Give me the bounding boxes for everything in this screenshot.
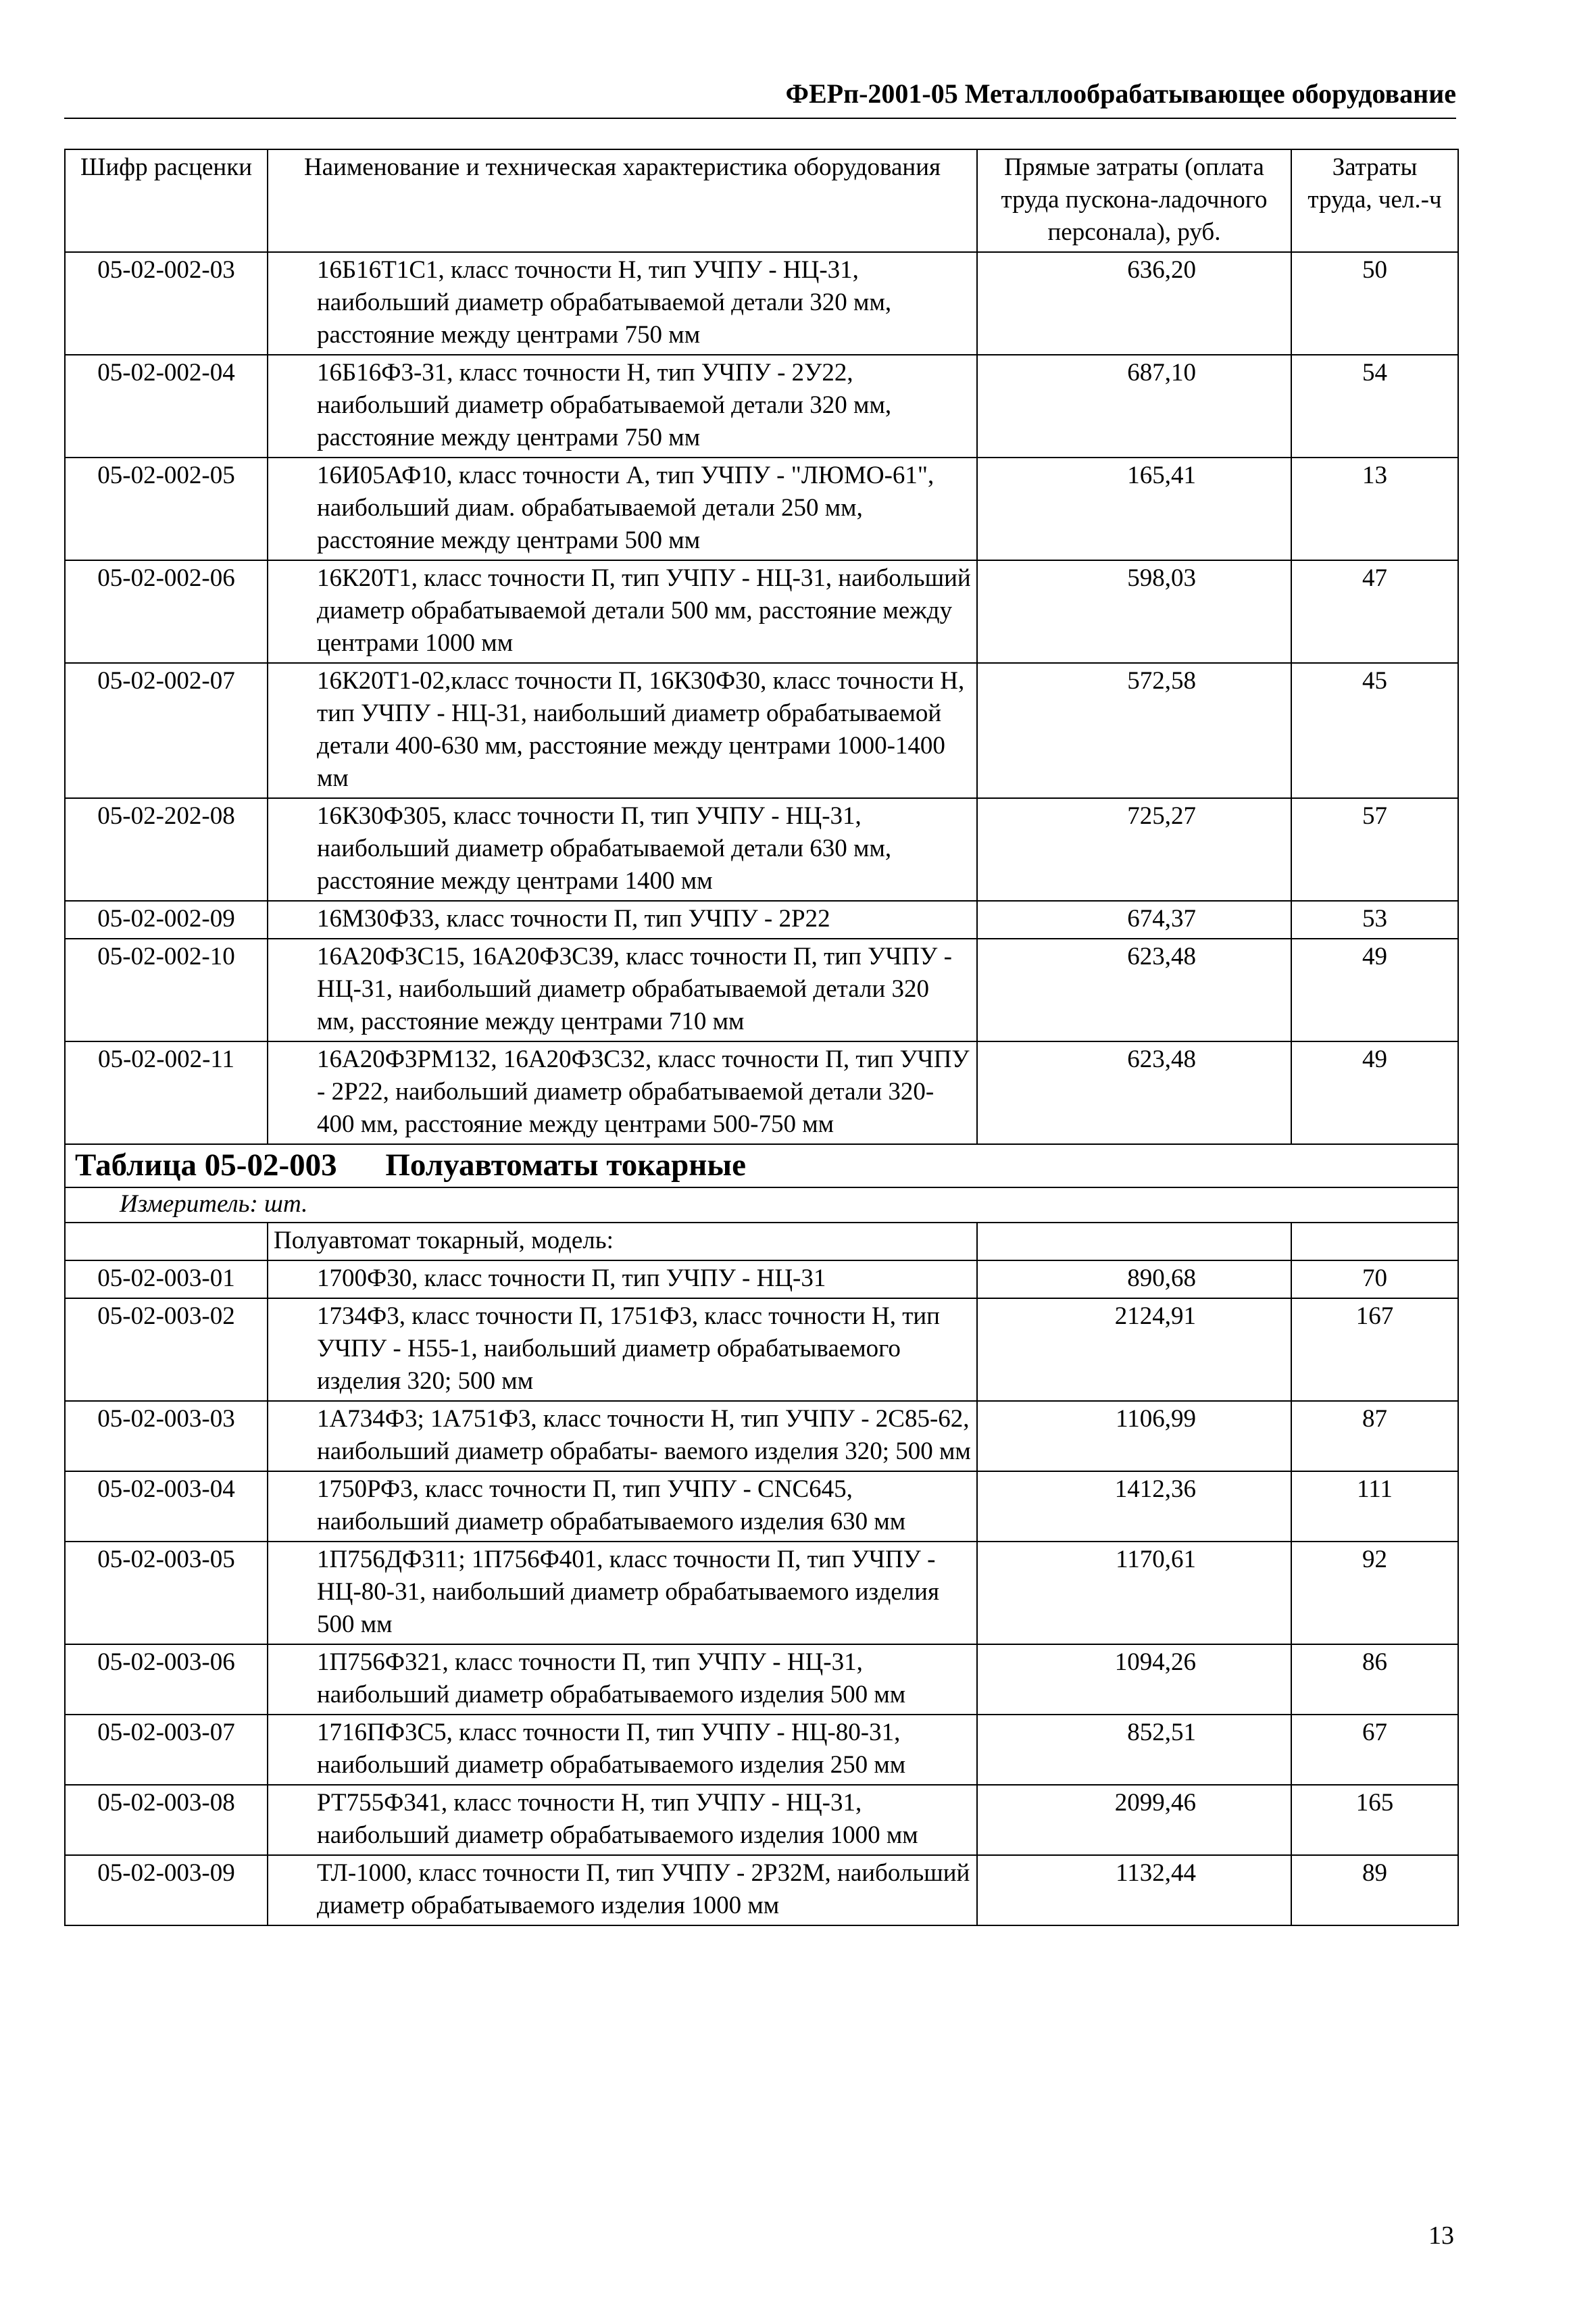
col-header-direct-costs: Прямые затраты (оплата труда пускона-ладочного персонала), руб. — [977, 149, 1291, 252]
table-row — [65, 798, 1458, 901]
table-row — [65, 355, 1458, 458]
labor-cost: 165 — [1291, 1785, 1458, 1855]
equipment-description: 16А20Ф3РМ132, 16А20Ф3С32, класс точности П, тип УЧПУ - 2Р22, наибольший диаметр обрабатываемой детали 320-400 мм, расстояние между центрами 500-750 мм — [268, 1041, 977, 1144]
section-title-row — [65, 1144, 1458, 1187]
equipment-description: 16К20Т1-02,класс точности П, 16К30Ф30, класс точности Н, тип УЧПУ - НЦ-31, наибольший диаметр обрабатываемой детали 400-630 мм, расстояние между центрами 1000-1400 мм — [268, 663, 977, 798]
direct-cost: 623,48 — [977, 939, 1291, 1041]
table-row — [65, 1041, 1458, 1144]
table-row — [65, 901, 1458, 939]
rate-code: 05-02-003-03 — [65, 1401, 268, 1471]
direct-cost: 1132,44 — [977, 1855, 1291, 1925]
table-header-row — [65, 149, 1458, 252]
direct-cost: 674,37 — [977, 901, 1291, 939]
page-header — [64, 74, 1456, 119]
table-row — [65, 663, 1458, 798]
col-header-labor: Затраты труда, чел.-ч — [1291, 149, 1458, 252]
direct-cost: 890,68 — [977, 1260, 1291, 1298]
equipment-description: 1А734Ф3; 1А751Ф3, класс точности Н, тип УЧПУ - 2С85-62, наибольший диаметр обрабаты- ваемого изделия 320; 500 мм — [268, 1401, 977, 1471]
equipment-description: 1750РФ3, класс точности П, тип УЧПУ - CNC645, наибольший диаметр обрабатываемого изделия 630 мм — [268, 1471, 977, 1542]
labor-cost: 70 — [1291, 1260, 1458, 1298]
labor-cost: 13 — [1291, 458, 1458, 560]
table-row — [65, 458, 1458, 560]
labor-cost: 67 — [1291, 1715, 1458, 1785]
rate-code: 05-02-002-11 — [65, 1041, 268, 1144]
rate-code: 05-02-003-02 — [65, 1298, 268, 1401]
rate-code: 05-02-003-06 — [65, 1644, 268, 1715]
page-number: 13 — [1428, 2221, 1454, 2250]
labor-cost: 167 — [1291, 1298, 1458, 1401]
table-row — [65, 1542, 1458, 1644]
equipment-description: 16К30Ф305, класс точности П, тип УЧПУ - НЦ-31, наибольший диаметр обрабатываемой детали 630 мм, расстояние между центрами 1400 мм — [268, 798, 977, 901]
labor-cost: 49 — [1291, 939, 1458, 1041]
measure-unit: Измеритель: шт. — [65, 1187, 1458, 1223]
direct-cost: 598,03 — [977, 560, 1291, 663]
direct-cost: 725,27 — [977, 798, 1291, 901]
direct-cost: 687,10 — [977, 355, 1291, 458]
direct-cost: 2124,91 — [977, 1298, 1291, 1401]
rate-code: 05-02-003-01 — [65, 1260, 268, 1298]
labor-cost: 47 — [1291, 560, 1458, 663]
intro-text: Полуавтомат токарный, модель: — [268, 1223, 977, 1260]
measure-row — [65, 1187, 1458, 1223]
direct-cost: 165,41 — [977, 458, 1291, 560]
labor-cost: 57 — [1291, 798, 1458, 901]
equipment-description: 16А20Ф3С15, 16А20Ф3С39, класс точности П, тип УЧПУ - НЦ-31, наибольший диаметр обрабатываемой детали 320 мм, расстояние между центрами 710 мм — [268, 939, 977, 1041]
table-row — [65, 939, 1458, 1041]
rate-code: 05-02-003-04 — [65, 1471, 268, 1542]
equipment-description: 1700Ф30, класс точности П, тип УЧПУ - НЦ-31 — [268, 1260, 977, 1298]
table-row — [65, 1298, 1458, 1401]
direct-cost: 572,58 — [977, 663, 1291, 798]
equipment-description: 16М30Ф33, класс точности П, тип УЧПУ - 2Р22 — [268, 901, 977, 939]
labor-cost: 54 — [1291, 355, 1458, 458]
table-row — [65, 1401, 1458, 1471]
table-row — [65, 1260, 1458, 1298]
intro-row — [65, 1223, 1458, 1260]
labor-cost: 92 — [1291, 1542, 1458, 1644]
col-header-code: Шифр расценки — [65, 149, 268, 252]
equipment-description: 16Б16Ф3-31, класс точности Н, тип УЧПУ - 2У22, наибольший диаметр обрабатываемой детали 320 мм, расстояние между центрами 750 мм — [268, 355, 977, 458]
table-row — [65, 1715, 1458, 1785]
rate-code: 05-02-003-07 — [65, 1715, 268, 1785]
table-row — [65, 560, 1458, 663]
equipment-description: 16К20Т1, класс точности П, тип УЧПУ - НЦ-31, наибольший диаметр обрабатываемой детали 500 мм, расстояние между центрами 1000 мм — [268, 560, 977, 663]
labor-cost: 87 — [1291, 1401, 1458, 1471]
table-number: Таблица 05-02-003 — [75, 1148, 337, 1183]
document-title: ФЕРп-2001-05 Металлообрабатывающее оборудование — [785, 78, 1456, 109]
table-name: Полуавтоматы токарные — [385, 1148, 746, 1183]
rate-code: 05-02-002-03 — [65, 252, 268, 355]
equipment-description: 1П756ДФ311; 1П756Ф401, класс точности П, тип УЧПУ - НЦ-80-31, наибольший диаметр обрабатываемого изделия 500 мм — [268, 1542, 977, 1644]
direct-cost: 1412,36 — [977, 1471, 1291, 1542]
table-row — [65, 1471, 1458, 1542]
direct-cost: 1106,99 — [977, 1401, 1291, 1471]
rate-code: 05-02-003-09 — [65, 1855, 268, 1925]
labor-cost: 111 — [1291, 1471, 1458, 1542]
rate-code: 05-02-003-08 — [65, 1785, 268, 1855]
rate-code: 05-02-002-06 — [65, 560, 268, 663]
rate-code: 05-02-003-05 — [65, 1542, 268, 1644]
labor-cost: 45 — [1291, 663, 1458, 798]
direct-cost: 852,51 — [977, 1715, 1291, 1785]
table-row — [65, 1785, 1458, 1855]
equipment-description: 1716ПФ3С5, класс точности П, тип УЧПУ - НЦ-80-31, наибольший диаметр обрабатываемого изделия 250 мм — [268, 1715, 977, 1785]
equipment-description: 16Б16Т1С1, класс точности Н, тип УЧПУ - НЦ-31, наибольший диаметр обрабатываемой детали 320 мм, расстояние между центрами 750 мм — [268, 252, 977, 355]
table-row — [65, 1644, 1458, 1715]
equipment-description: ТЛ-1000, класс точности П, тип УЧПУ - 2Р32М, наибольший диаметр обрабатываемого изделия 1000 мм — [268, 1855, 977, 1925]
labor-cost: 50 — [1291, 252, 1458, 355]
direct-cost: 636,20 — [977, 252, 1291, 355]
equipment-description: 1П756Ф321, класс точности П, тип УЧПУ - НЦ-31, наибольший диаметр обрабатываемого изделия 500 мм — [268, 1644, 977, 1715]
rate-code: 05-02-002-05 — [65, 458, 268, 560]
labor-cost: 49 — [1291, 1041, 1458, 1144]
labor-cost: 89 — [1291, 1855, 1458, 1925]
equipment-description: 1734Ф3, класс точности П, 1751Ф3, класс точности Н, тип УЧПУ - Н55-1, наибольший диаметр обрабатываемого изделия 320; 500 мм — [268, 1298, 977, 1401]
rate-code: 05-02-002-09 — [65, 901, 268, 939]
direct-cost: 1094,26 — [977, 1644, 1291, 1715]
rate-code: 05-02-002-10 — [65, 939, 268, 1041]
direct-cost: 623,48 — [977, 1041, 1291, 1144]
direct-cost: 1170,61 — [977, 1542, 1291, 1644]
direct-cost: 2099,46 — [977, 1785, 1291, 1855]
labor-cost: 86 — [1291, 1644, 1458, 1715]
equipment-description: РТ755Ф341, класс точности Н, тип УЧПУ - НЦ-31, наибольший диаметр обрабатываемого изделия 1000 мм — [268, 1785, 977, 1855]
rate-code: 05-02-002-07 — [65, 663, 268, 798]
labor-cost: 53 — [1291, 901, 1458, 939]
rate-code: 05-02-002-04 — [65, 355, 268, 458]
col-header-description: Наименование и техническая характеристика оборудования — [268, 149, 977, 252]
rates-table — [64, 149, 1459, 1926]
table-row — [65, 252, 1458, 355]
table-row — [65, 1855, 1458, 1925]
equipment-description: 16И05АФ10, класс точности А, тип УЧПУ - "ЛЮМО-61", наибольший диам. обрабатываемой детали 250 мм, расстояние между центрами 500 мм — [268, 458, 977, 560]
rate-code: 05-02-202-08 — [65, 798, 268, 901]
